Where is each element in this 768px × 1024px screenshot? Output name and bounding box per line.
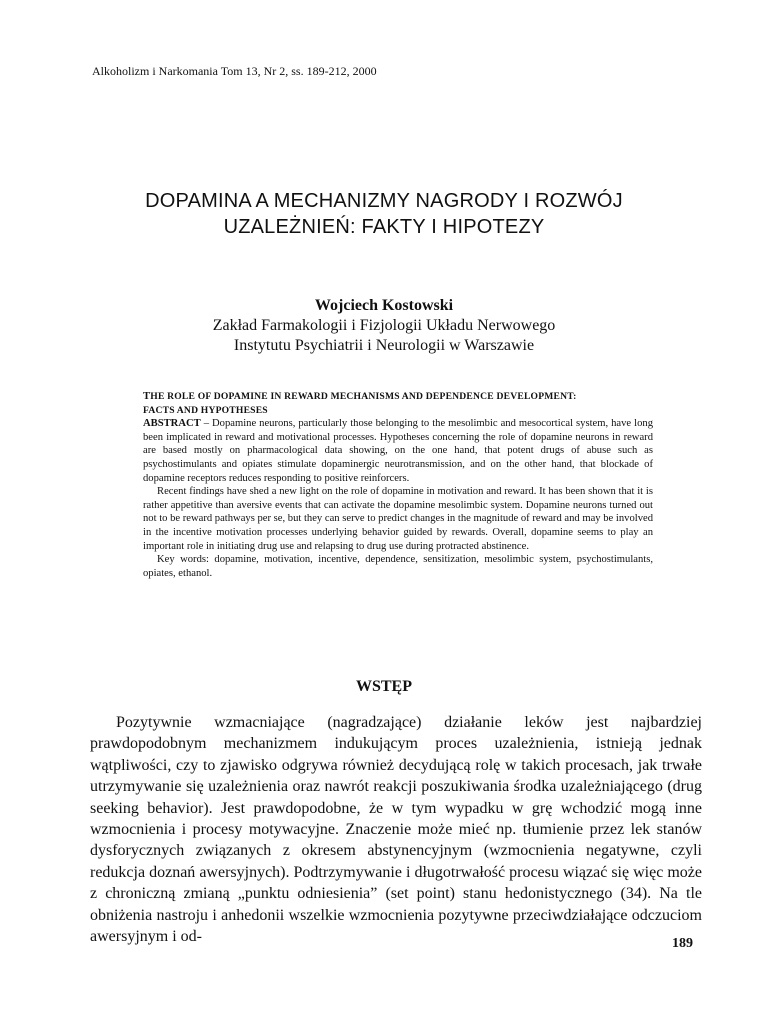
abstract-paragraph-1 [143, 417, 653, 485]
affiliation-line-1: Zakład Farmakologii i Fizjologii Układu Nerwowego [212, 317, 556, 334]
author-name: Wojciech Kostowski [314, 297, 454, 314]
page-number: 189 [672, 936, 693, 951]
title-line-2: UZALEŻNIEŃ: FAKTY I HIPOTEZY [223, 216, 545, 238]
affiliation-line-2: Instytutu Psychiatrii i Neurologii w Warszawie [233, 337, 535, 354]
article-title [0, 188, 768, 240]
abstract-paragraph-1-text: – Dopamine neurons, particularly those belonging to the mesolimbic and mesocortical system, have long been implicated in reward and motivational processes. Hypotheses concerning the role of dopamine neurons in reward are based mostly on pharmacological data showing, on the one hand, that potent drugs of abuse such as psychostimulants and opiates stimulate dopaminergic neurotransmission, and on the other hand, that blockade of dopamine receptors reduces responding to positive reinforcers. [143, 418, 653, 484]
author-block [0, 296, 768, 356]
abstract-title-line-1: HE ROLE OF DOPAMINE IN REWARD MECHANISMS AND DEPENDENCE DEVELOPMENT: [150, 391, 577, 402]
abstract-title-line-2: FACTS AND HYPOTHESES [143, 404, 268, 416]
title-line-1: DOPAMINA A MECHANIZMY NAGRODY I ROZWÓJ [145, 190, 623, 212]
abstract-english-title [143, 390, 653, 417]
abstract-label: ABSTRACT [143, 418, 201, 430]
section-heading: WSTĘP [355, 678, 412, 695]
abstract-title-initial: T [143, 391, 151, 402]
journal-citation: Alkoholizm i Narkomania Tom 13, Nr 2, ss. 189-212, 2000 [92, 64, 377, 78]
abstract-keywords: Key words: dopamine, motivation, incentive, dependence, sensitization, mesolimbic system, psychostimulants, opiates, ethanol. [143, 554, 653, 579]
abstract-paragraph-2: Recent findings have shed a new light on the role of dopamine in motivation and reward. It has been shown that it is rather appetitive than aversive events that can activate the dopamine mesolimbic system. Dopamine neurons turned out not to be reward pathways per se, but they can serve to predict changes in the magnitude of reward and may be involved in the incentive motivation processes underlying behavior guided by rewards. Overall, dopamine seems to play an important role in initiating drug use and relapsing to drug use during protracted abstinence. [143, 486, 653, 552]
body-paragraph: Pozytywnie wzmacniające (nagradzające) działanie leków jest najbardziej prawdopodobnym mechanizmem indukującym proces uzależnienia, istnieją jednak wątpliwości, czy to zjawisko odgrywa również decydującą rolę w takich procesach, jak trwałe utrzymywanie się uzależnienia oraz nawrót reakcji poszukiwania środka uzależniającego (drug seeking behavior). Jest prawdopodobne, że w tym wypadku w grę wchodzić mogą inne wzmocnienia i procesy motywacyjne. Znaczenie może mieć np. tłumienie przez lek stanów dysforycznych związanych z okresem abstynencyjnym (wzmocnienia negatywne, czyli redukcja doznań awersyjnych). Podtrzymywanie i długotrwałość procesu wiązać się więc może z chroniczną zmianą „punktu odniesienia” (set point) stanu hedonistycznego (34). Na tle obniżenia nastroju i anhedonii wszelkie wzmocnienia pozytywne przeciwdziałające odczuciom awersyjnym i od- [90, 714, 702, 946]
body-text [90, 712, 702, 947]
abstract [143, 390, 653, 580]
